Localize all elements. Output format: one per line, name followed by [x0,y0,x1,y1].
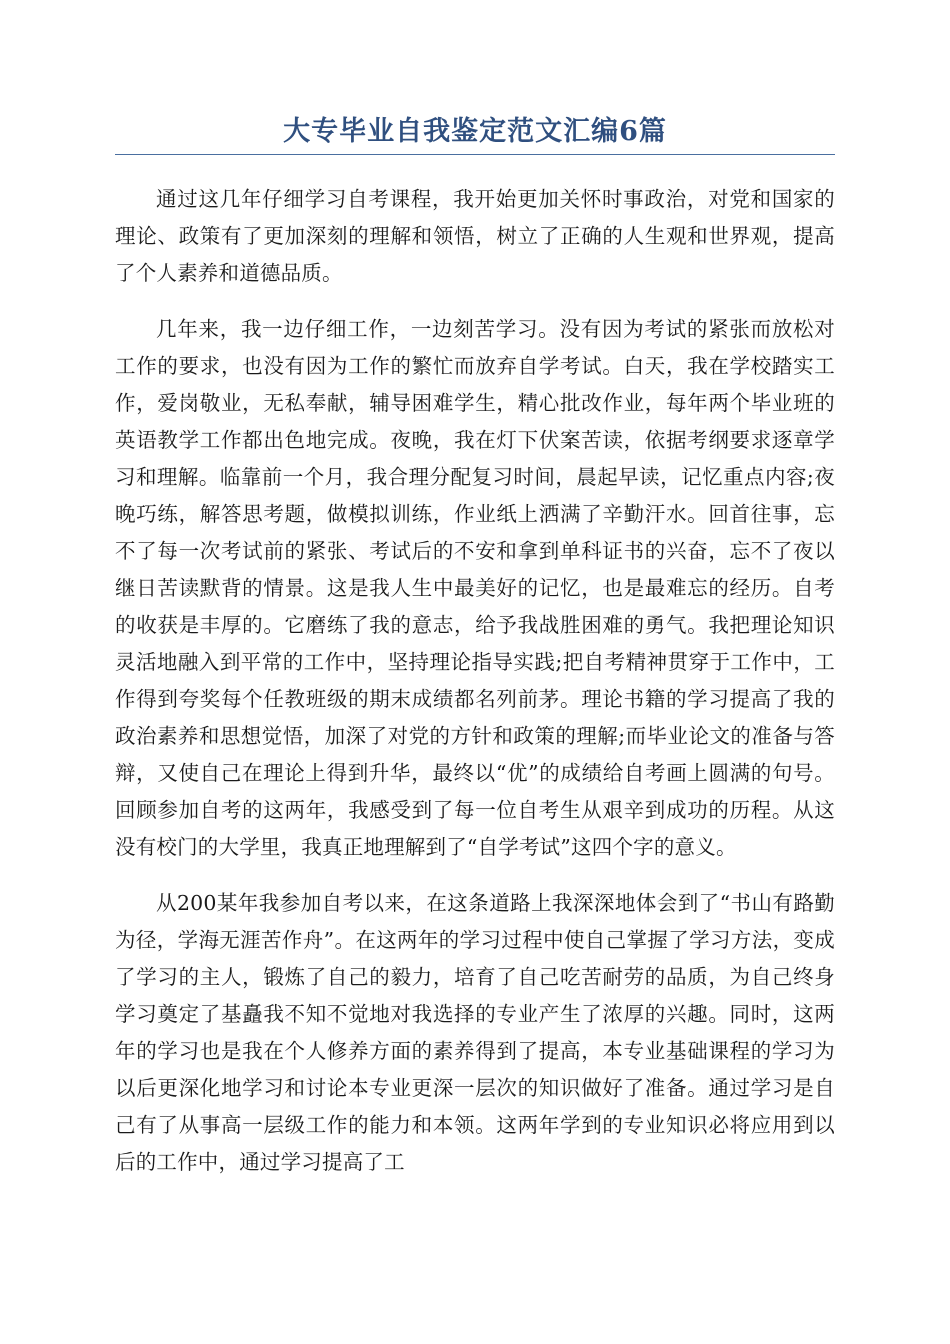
document-title: 大专毕业自我鉴定范文汇编6篇 [283,116,667,147]
title-underline [115,154,835,155]
paragraph-3: 从200某年我参加自考以来，在这条道路上我深深地体会到了“书山有路勤为径，学海无涯苦作舟”。在这两年的学习过程中使自己掌握了学习方法，变成了学习的主人，锻炼了自己的毅力，培育了自己吃苦耐劳的品质，为自己终身学习奠定了基矗我不知不觉地对我选择的专业产生了浓厚的兴趣。同时，这两年的学习也是我在个人修养方面的素养得到了提高，本专业基础课程的学习为以后更深化地学习和讨论本专业更深一层次的知识做好了准备。通过学习是自己有了从事高一层级工作的能力和本领。这两年学到的专业知识必将应用到以后的工作中，通过学习提高了工 [115,891,835,1174]
document-page [115,112,835,1200]
paragraph-1: 通过这几年仔细学习自考课程，我开始更加关怀时事政治，对党和国家的理论、政策有了更加深刻的理解和领悟，树立了正确的人生观和世界观，提高了个人素养和道德品质。 [115,187,835,285]
paragraph-2: 几年来，我一边仔细工作，一边刻苦学习。没有因为考试的紧张而放松对工作的要求，也没有因为工作的繁忙而放弃自学考试。白天，我在学校踏实工作，爱岗敬业，无私奉献，辅导困难学生，精心批改作业，每年两个毕业班的英语教学工作都出色地完成。夜晚，我在灯下伏案苦读，依据考纲要求逐章学习和理解。临靠前一个月，我合理分配复习时间，晨起早读，记忆重点内容;夜晚巧练，解答思考题，做模拟训练，作业纸上洒满了辛勤汗水。回首往事，忘不了每一次考试前的紧张、考试后的不安和拿到单科证书的兴奋，忘不了夜以继日苦读默背的情景。这是我人生中最美好的记忆，也是最难忘的经历。自考的收获是丰厚的。它磨练了我的意志，给予我战胜困难的勇气。我把理论知识灵活地融入到平常的工作中，坚持理论指导实践;把自考精神贯穿于工作中，工作得到夸奖每个任教班级的期末成绩都名列前茅。理论书籍的学习提高了我的政治素养和思想觉悟，加深了对党的方针和政策的理解;而毕业论文的准备与答辩，又使自己在理论上得到升华，最终以“优”的成绩给自考画上圆满的句号。回顾参加自考的这两年，我感受到了每一位自考生从艰辛到成功的历程。从这没有校门的大学里，我真正地理解到了“自学考试”这四个字的意义。 [115,317,835,859]
